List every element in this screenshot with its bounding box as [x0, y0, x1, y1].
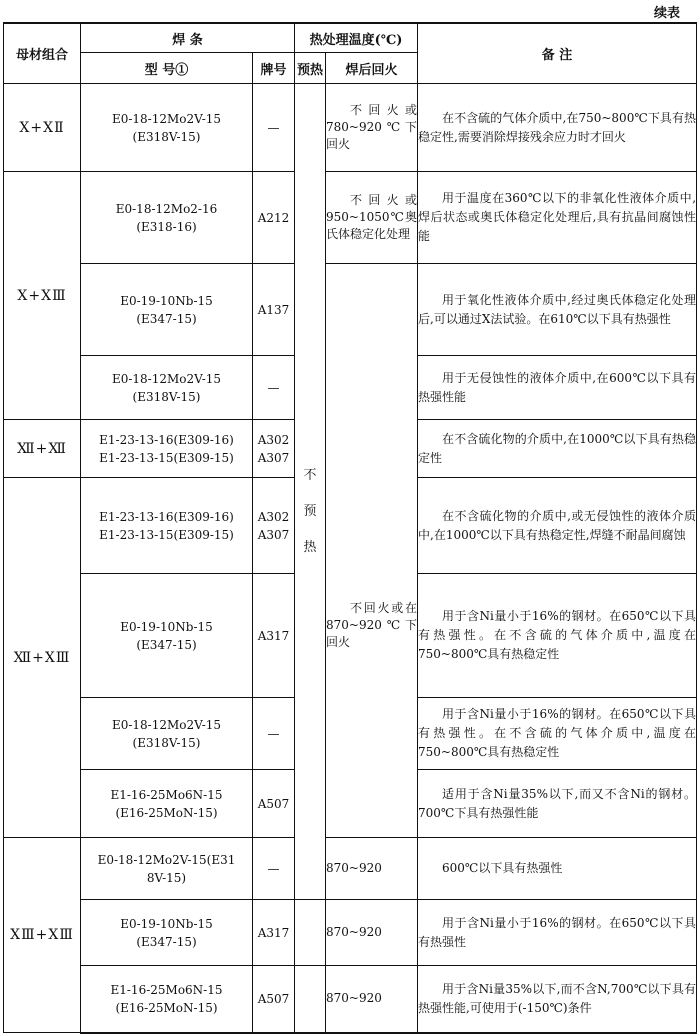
grade-cell: A302 A307 [253, 478, 295, 574]
grade-cell: — [253, 838, 295, 900]
post-temper-cell: 不回火或950~1050℃奥氏体稳定化处理 [326, 172, 418, 264]
remark-cell: 用于温度在360℃以下的非氧化性液体介质中,焊后状态或奥氏体稳定化处理后,具有抗晶间腐蚀性能 [418, 172, 697, 264]
post-temper-merged-cell [326, 264, 418, 838]
model-cell: E1-16-25Mo6N-15 (E16-25MoN-15) [81, 966, 253, 1033]
post-temper-cell: 不回火或780~920℃下回火 [326, 84, 418, 172]
post-temper-text: 不回火或在870~920℃下回火 [326, 601, 418, 649]
model-cell: E1-16-25Mo6N-15 (E16-25MoN-15) [81, 770, 253, 838]
remark-cell: 适用于含Ni量35%以下,而又不含Ni的钢材。700℃下具有热强性能 [418, 770, 697, 838]
header-heat-temp: 热处理温度(℃) [295, 23, 418, 53]
grade-cell: — [253, 84, 295, 172]
base-combo-cell: Ⅻ+ⅩⅢ [4, 478, 81, 838]
remark-cell: 在不含硫的气体介质中,在750~800℃下具有热稳定性,需要消除焊接残余应力时才回火 [418, 84, 697, 172]
header-model: 型 号① [81, 53, 253, 84]
model-cell: E0-19-10Nb-15 (E347-15) [81, 900, 253, 966]
preheat-empty-cell [295, 900, 326, 966]
base-combo-cell: Ⅹ+ⅩⅡ [4, 84, 81, 172]
preheat-merged-cell: 不 预 热 [295, 84, 326, 900]
model-cell: E0-19-10Nb-15 (E347-15) [81, 264, 253, 356]
base-combo-cell: ⅩⅢ+ⅩⅢ [4, 838, 81, 1033]
model-cell: E0-18-12Mo2V-15 (E318V-15) [81, 84, 253, 172]
header-preheat: 预热 [295, 53, 326, 84]
remark-cell: 600℃以下具有热强性 [418, 838, 697, 900]
post-temper-cell: 870~920 [326, 900, 418, 966]
welding-electrode-table [3, 22, 697, 1034]
model-cell: E0-19-10Nb-15 (E347-15) [81, 574, 253, 698]
grade-cell: A317 [253, 574, 295, 698]
remark-cell: 用于含Ni量35%以下,而不含N,700℃以下具有热强性能,可使用于(-150℃)条件 [418, 966, 697, 1033]
continued-label: 续表 [653, 6, 680, 21]
post-temper-cell: 870~920 [326, 838, 418, 900]
remark-cell: 用于无侵蚀性的液体介质中,在600℃以下具有热强性能 [418, 356, 697, 420]
model-cell: E1-23-13-16(E309-16) E1-23-13-15(E309-15) [81, 478, 253, 574]
remark-cell: 用于含Ni量小于16%的钢材。在650℃以下具有热强性 [418, 900, 697, 966]
grade-cell: A317 [253, 900, 295, 966]
remark-cell: 在不含硫化物的介质中,在1000℃以下具有热稳定性 [418, 420, 697, 478]
grade-cell: A507 [253, 966, 295, 1033]
header-post-temper: 焊后回火 [326, 53, 418, 84]
model-cell: E0-18-12Mo2V-15 (E318V-15) [81, 698, 253, 770]
header-grade: 牌号 [253, 53, 295, 84]
model-cell: E0-18-12Mo2V-15 (E318V-15) [81, 356, 253, 420]
header-electrode: 焊 条 [81, 23, 295, 53]
model-cell: E1-23-13-16(E309-16) E1-23-13-15(E309-15) [81, 420, 253, 478]
post-temper-cell: 870~920 [326, 966, 418, 1033]
grade-cell: A212 [253, 172, 295, 264]
grade-cell: A302 A307 [253, 420, 295, 478]
grade-cell: — [253, 356, 295, 420]
remark-cell: 用于氧化性液体介质中,经过奥氏体稳定化处理后,可以通过X法试验。在610℃以下具有热强性 [418, 264, 697, 356]
header-base-combo: 母材组合 [4, 23, 81, 84]
grade-cell: — [253, 698, 295, 770]
remark-cell: 用于含Ni量小于16%的钢材。在650℃以下具有热强性。在不含硫的气体介质中,温度在750~800℃具有热稳定性 [418, 698, 697, 770]
base-combo-cell: Ⅻ+Ⅻ [4, 420, 81, 478]
header-remarks: 备 注 [418, 23, 697, 84]
preheat-empty-cell [295, 966, 326, 1033]
grade-cell: A137 [253, 264, 295, 356]
remark-cell: 用于含Ni量小于16%的钢材。在650℃以下具有热强性。在不含硫的气体介质中,温度在750~800℃具有热稳定性 [418, 574, 697, 698]
model-cell: E0-18-12Mo2V-15(E31 8V-15) [81, 838, 253, 900]
remark-cell: 在不含硫化物的介质中,或无侵蚀性的液体介质中,在1000℃以下具有热稳定性,焊缝不耐晶间腐蚀 [418, 478, 697, 574]
model-cell: E0-18-12Mo2-16 (E318-16) [81, 172, 253, 264]
base-combo-cell: Ⅹ+ⅩⅢ [4, 172, 81, 420]
grade-cell: A507 [253, 770, 295, 838]
